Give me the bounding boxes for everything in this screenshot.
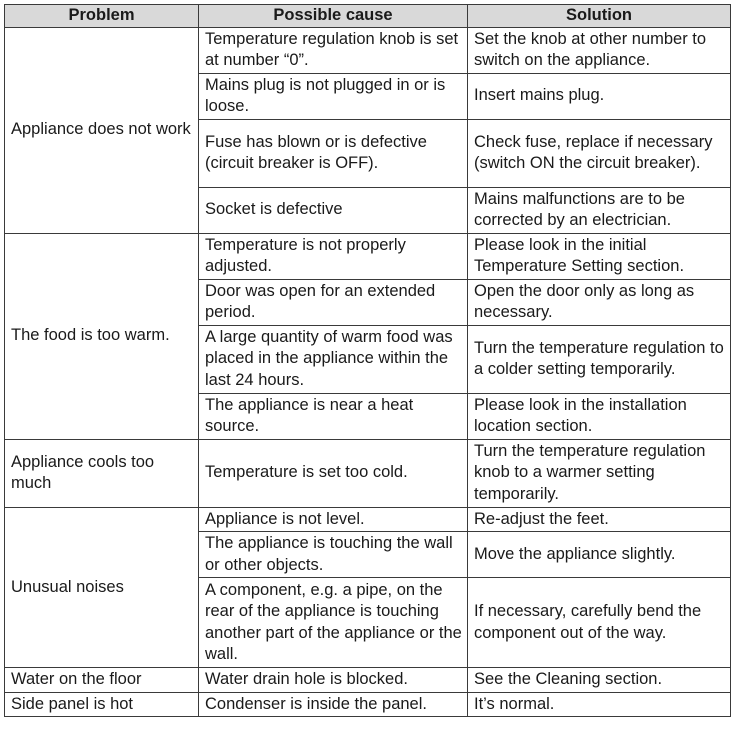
- solution-cell: Turn the temperature regulation to a colder setting temporarily.: [468, 325, 731, 393]
- troubleshooting-table: [4, 4, 731, 717]
- cause-cell: Temperature regulation knob is set at number “0”.: [199, 27, 468, 73]
- solution-cell: See the Cleaning section.: [468, 668, 731, 693]
- table-header-row: [5, 5, 731, 28]
- cause-cell: Door was open for an extended period.: [199, 279, 468, 325]
- solution-cell: Please look in the installation location section.: [468, 393, 731, 439]
- problem-cell: Appliance cools too much: [5, 439, 199, 507]
- solution-cell: Check fuse, replace if necessary (switch ON the circuit breaker).: [468, 119, 731, 187]
- cause-cell: Temperature is set too cold.: [199, 439, 468, 507]
- troubleshooting-table-container: [4, 4, 731, 717]
- header-solution: Solution: [468, 5, 731, 28]
- cause-cell: The appliance is near a heat source.: [199, 393, 468, 439]
- solution-cell: Turn the temperature regulation knob to a warmer setting temporarily.: [468, 439, 731, 507]
- solution-cell: Set the knob at other number to switch on the appliance.: [468, 27, 731, 73]
- cause-cell: The appliance is touching the wall or other objects.: [199, 532, 468, 578]
- cause-cell: Water drain hole is blocked.: [199, 668, 468, 693]
- table-row: [5, 668, 731, 693]
- solution-cell: Move the appliance slightly.: [468, 532, 731, 578]
- table-row: [5, 439, 731, 507]
- problem-cell: Side panel is hot: [5, 692, 199, 717]
- cause-cell: A component, e.g. a pipe, on the rear of the appliance is touching another part of the appliance or the wall.: [199, 578, 468, 668]
- cause-cell: Condenser is inside the panel.: [199, 692, 468, 717]
- table-row: [5, 692, 731, 717]
- solution-cell: Insert mains plug.: [468, 73, 731, 119]
- cause-cell: Socket is defective: [199, 187, 468, 233]
- solution-cell: Open the door only as long as necessary.: [468, 279, 731, 325]
- table-row: [5, 27, 731, 73]
- solution-cell: Mains malfunctions are to be corrected by an electrician.: [468, 187, 731, 233]
- problem-cell: The food is too warm.: [5, 233, 199, 439]
- cause-cell: Mains plug is not plugged in or is loose.: [199, 73, 468, 119]
- header-possible-cause: Possible cause: [199, 5, 468, 28]
- problem-cell: Unusual noises: [5, 507, 199, 668]
- cause-cell: Fuse has blown or is defective (circuit breaker is OFF).: [199, 119, 468, 187]
- table-row: [5, 233, 731, 279]
- solution-cell: Please look in the initial Temperature Setting section.: [468, 233, 731, 279]
- solution-cell: Re-adjust the feet.: [468, 507, 731, 532]
- table-row: [5, 507, 731, 532]
- problem-cell: Appliance does not work: [5, 27, 199, 233]
- header-problem: Problem: [5, 5, 199, 28]
- problem-cell: Water on the floor: [5, 668, 199, 693]
- solution-cell: It’s normal.: [468, 692, 731, 717]
- cause-cell: Temperature is not properly adjusted.: [199, 233, 468, 279]
- cause-cell: Appliance is not level.: [199, 507, 468, 532]
- solution-cell: If necessary, carefully bend the component out of the way.: [468, 578, 731, 668]
- cause-cell: A large quantity of warm food was placed in the appliance within the last 24 hours.: [199, 325, 468, 393]
